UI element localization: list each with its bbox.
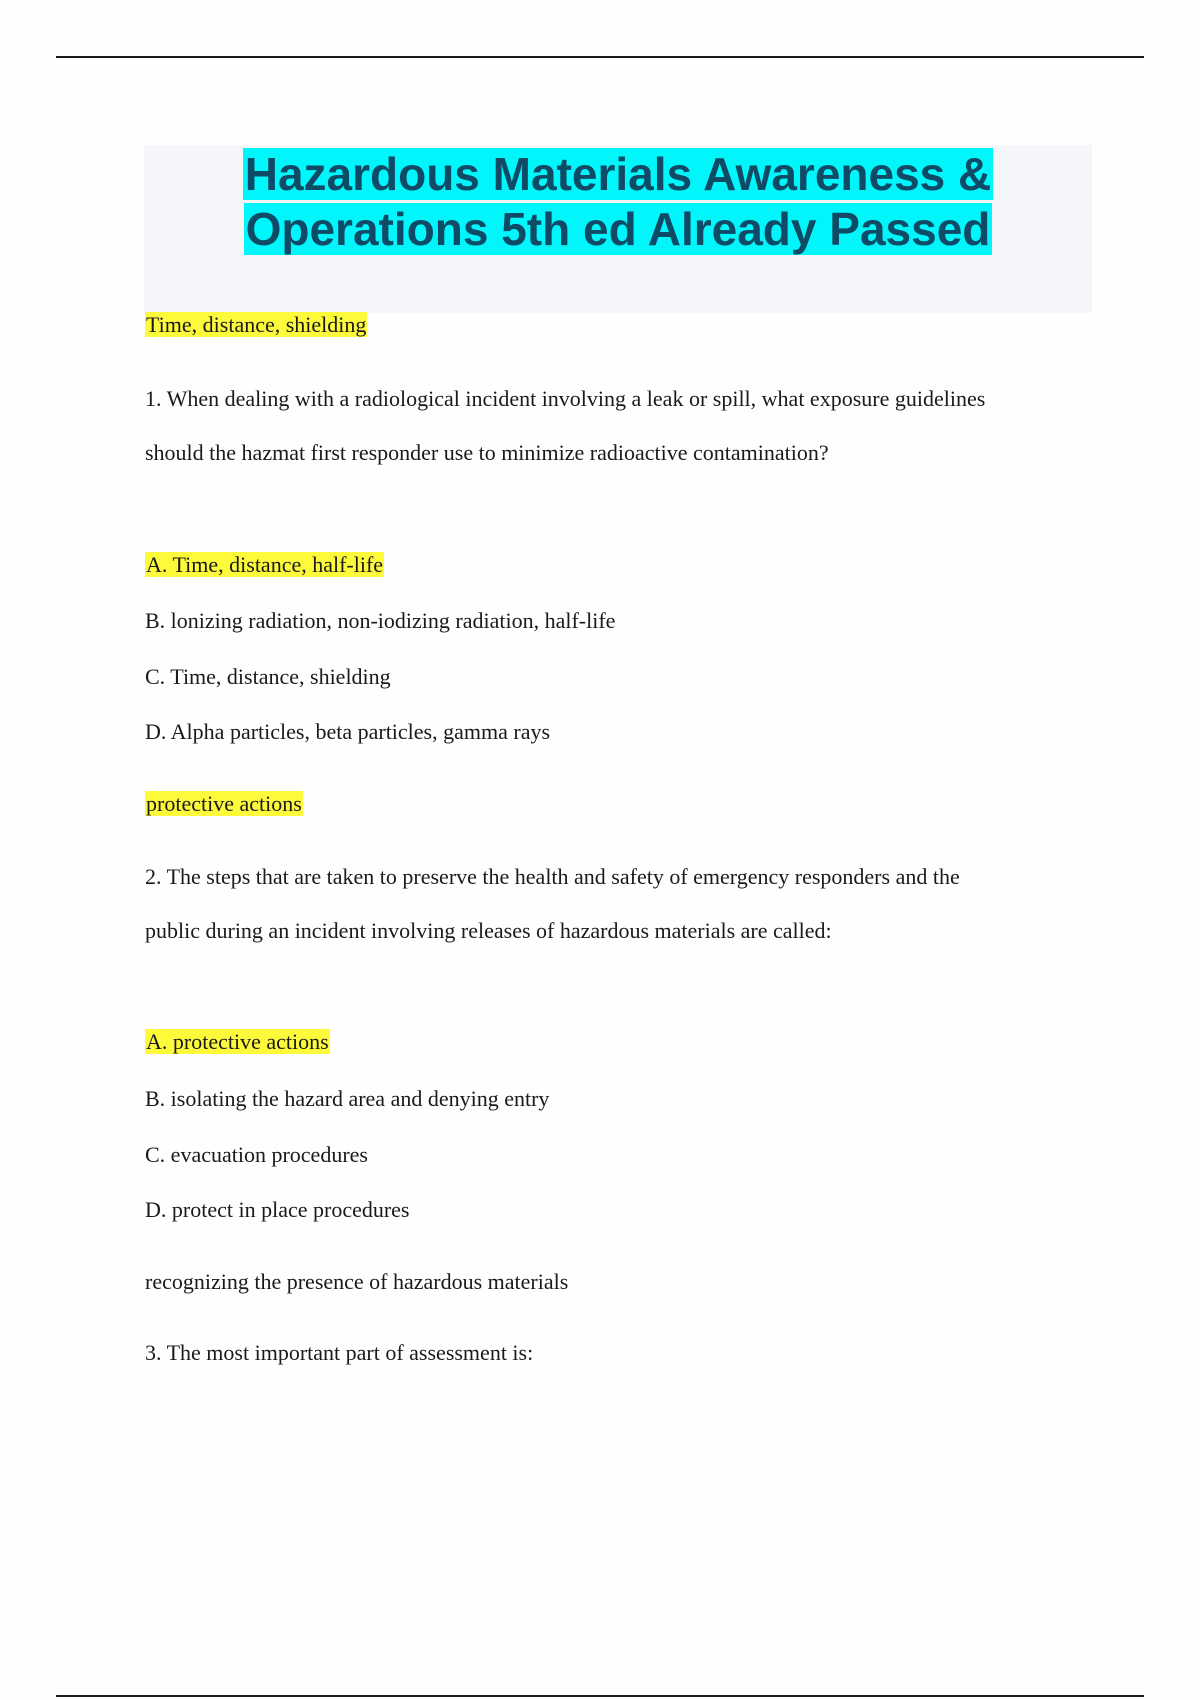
question-text: 2. The steps that are taken to preserve the health and safety of emergency responders and the (145, 864, 960, 889)
correct-option-highlight: A. Time, distance, half-life (146, 552, 384, 577)
option-item: C. evacuation procedures (145, 1142, 368, 1167)
option-item: D. protect in place procedures (145, 1197, 410, 1222)
question-text: 1. When dealing with a radiological incident involving a leak or spill, what exposure guidelines (145, 386, 986, 411)
answer-heading: recognizing the presence of hazardous materials (145, 1269, 569, 1294)
question-text: public during an incident involving releases of hazardous materials are called: (145, 918, 832, 943)
answer-heading (145, 790, 303, 818)
option-item (145, 1028, 330, 1056)
title-line-2: Operations 5th ed Already Passed (245, 203, 991, 255)
option-item: B. lonizing radiation, non-iodizing radiation, half-life (145, 608, 616, 633)
bottom-rule (56, 1695, 1144, 1697)
answer-highlight: Time, distance, shielding (146, 312, 367, 337)
title-block (144, 145, 1092, 313)
document-title (144, 147, 1092, 257)
correct-option-highlight: A. protective actions (146, 1029, 329, 1054)
option-item: C. Time, distance, shielding (145, 664, 391, 689)
answer-highlight: protective actions (146, 791, 302, 816)
answer-heading (145, 311, 367, 339)
question-text: 3. The most important part of assessment is: (145, 1340, 534, 1365)
option-item (145, 551, 384, 579)
title-line-1: Hazardous Materials Awareness & (244, 148, 992, 200)
top-rule (56, 56, 1144, 58)
option-item: D. Alpha particles, beta particles, gamma rays (145, 719, 551, 744)
question-text: should the hazmat first responder use to minimize radioactive contamination? (145, 440, 829, 465)
option-item: B. isolating the hazard area and denying entry (145, 1086, 550, 1111)
